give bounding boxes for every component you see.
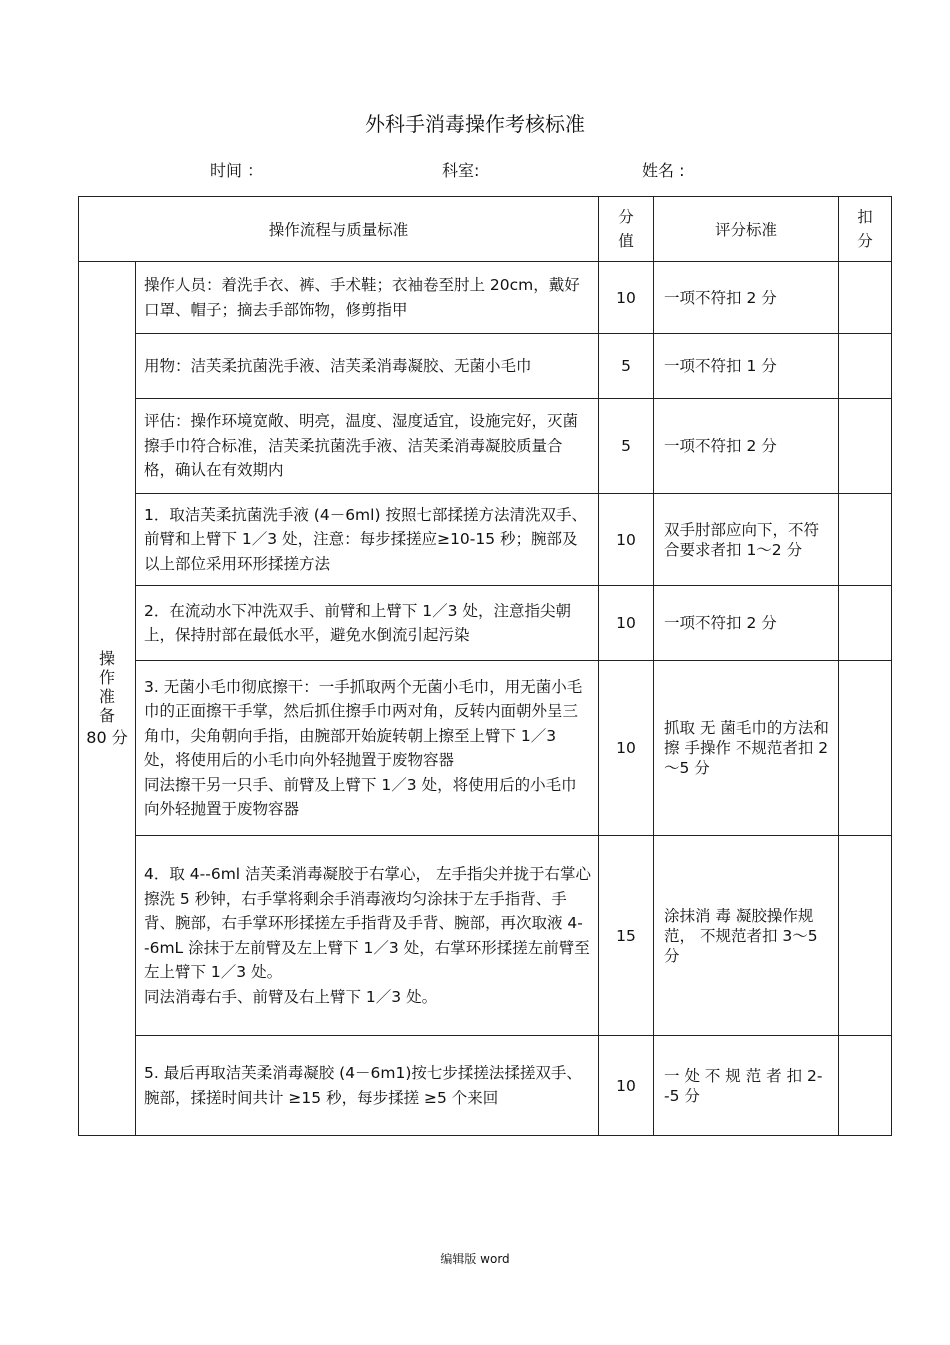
header-deduct: 扣分 xyxy=(839,197,892,262)
deduct-cell xyxy=(839,586,892,661)
table-row xyxy=(79,836,892,1036)
step-content: 5. 最后再取洁芙柔消毒凝胶 (4－6m1)按七步揉搓法揉搓双手、腕部，揉搓时间共计 ≥15 秒，每步揉搓 ≥5 个来回 xyxy=(136,1036,599,1136)
step-content: 1．取洁芙柔抗菌洗手液 (4－6ml) 按照七部揉搓方法清洗双手、前臂和上臂下 1／3 处，注意：每步揉搓应≥10-15 秒；腕部及以上部位采用环形揉搓方法 xyxy=(136,494,599,586)
score-value: 10 xyxy=(599,586,654,661)
table-row xyxy=(79,661,892,836)
score-value: 15 xyxy=(599,836,654,1036)
deduct-cell xyxy=(839,836,892,1036)
deduct-cell xyxy=(839,399,892,494)
criteria-text: 双手肘部应向下，不符合要求者扣 1～2 分 xyxy=(654,494,839,586)
step-content: 2．在流动水下冲洗双手、前臂和上臂下 1／3 处，注意指尖朝上，保持肘部在最低水平，避免水倒流引起污染 xyxy=(136,586,599,661)
step-content: 用物：洁芙柔抗菌洗手液、洁芙柔消毒凝胶、无菌小毛巾 xyxy=(136,334,599,399)
criteria-text: 一项不符扣 2 分 xyxy=(654,262,839,334)
section-label: 操作准备 xyxy=(98,649,115,725)
deduct-cell xyxy=(839,1036,892,1136)
table-row xyxy=(79,494,892,586)
name-label: 姓名 : xyxy=(642,161,685,180)
step-content: 评估：操作环境宽敞、明亮，温度、湿度适宜，设施完好，灭菌擦手巾符合标准，洁芙柔抗菌洗手液、洁芙柔消毒凝胶质量合格，确认在有效期内 xyxy=(136,399,599,494)
score-value: 10 xyxy=(599,494,654,586)
step-content: 4．取 4--6ml 洁芙柔消毒凝胶于右掌心， 左手指尖并拢于右掌心擦洗 5 秒钟，右手掌将剩余手消毒液均匀涂抹于左手指背、手背、腕部，右手掌环形揉搓左手指背及手背、腕部，再次取液 4--6mL 涂抹于左前臂及左上臂下 1／3 处，右掌环形揉搓左前臂至左上臂下 1／3 处。 同法消毒右手、前臂及右上臂下 1／3 处。 xyxy=(136,836,599,1036)
deduct-cell xyxy=(839,661,892,836)
header-score-value: 分值 xyxy=(599,197,654,262)
score-value: 10 xyxy=(599,661,654,836)
criteria-text: 一项不符扣 1 分 xyxy=(654,334,839,399)
footer-text: 编辑版 word xyxy=(440,1252,510,1266)
score-value: 10 xyxy=(599,262,654,334)
table-row xyxy=(79,262,892,334)
table-row xyxy=(79,1036,892,1136)
table-row xyxy=(79,399,892,494)
section-points: 80 分 xyxy=(86,728,128,747)
score-value: 10 xyxy=(599,1036,654,1136)
deduct-cell xyxy=(839,494,892,586)
assessment-table xyxy=(78,196,892,1136)
page-title: 外科手消毒操作考核标准 xyxy=(365,112,585,136)
deduct-cell xyxy=(839,262,892,334)
criteria-text: 抓取 无 菌毛巾的方法和擦 手操作 不规范者扣 2～5 分 xyxy=(654,661,839,836)
table-row xyxy=(79,586,892,661)
deduct-cell xyxy=(839,334,892,399)
header-criteria: 评分标准 xyxy=(654,197,839,262)
header-row xyxy=(79,197,892,262)
criteria-text: 一项不符扣 2 分 xyxy=(654,399,839,494)
section-label-cell xyxy=(79,262,136,1136)
criteria-text: 一项不符扣 2 分 xyxy=(654,586,839,661)
step-content: 操作人员：着洗手衣、裤、手术鞋；衣袖卷至肘上 20cm，戴好口罩、帽子；摘去手部饰物，修剪指甲 xyxy=(136,262,599,334)
table-row xyxy=(79,334,892,399)
criteria-text: 一 处 不 规 范 者 扣 2--5 分 xyxy=(654,1036,839,1136)
score-value: 5 xyxy=(599,334,654,399)
header-process: 操作流程与质量标准 xyxy=(79,197,599,262)
department-label: 科室: xyxy=(442,161,480,180)
criteria-text: 涂抹消 毒 凝胶操作规范， 不规范者扣 3～5 分 xyxy=(654,836,839,1036)
score-value: 5 xyxy=(599,399,654,494)
time-label: 时间 ： xyxy=(210,161,264,180)
step-content: 3. 无菌小毛巾彻底擦干：一手抓取两个无菌小毛巾，用无菌小毛巾的正面擦干手掌，然后抓住擦手巾两对角，反转内面朝外呈三角巾，尖角朝向手指，由腕部开始旋转朝上擦至上臂下 1／3 处，将使用后的小毛巾向外轻抛置于废物容器 同法擦干另一只手、前臂及上臂下 1／3 处，将使用后的小毛巾向外轻抛置于废物容器 xyxy=(136,661,599,836)
